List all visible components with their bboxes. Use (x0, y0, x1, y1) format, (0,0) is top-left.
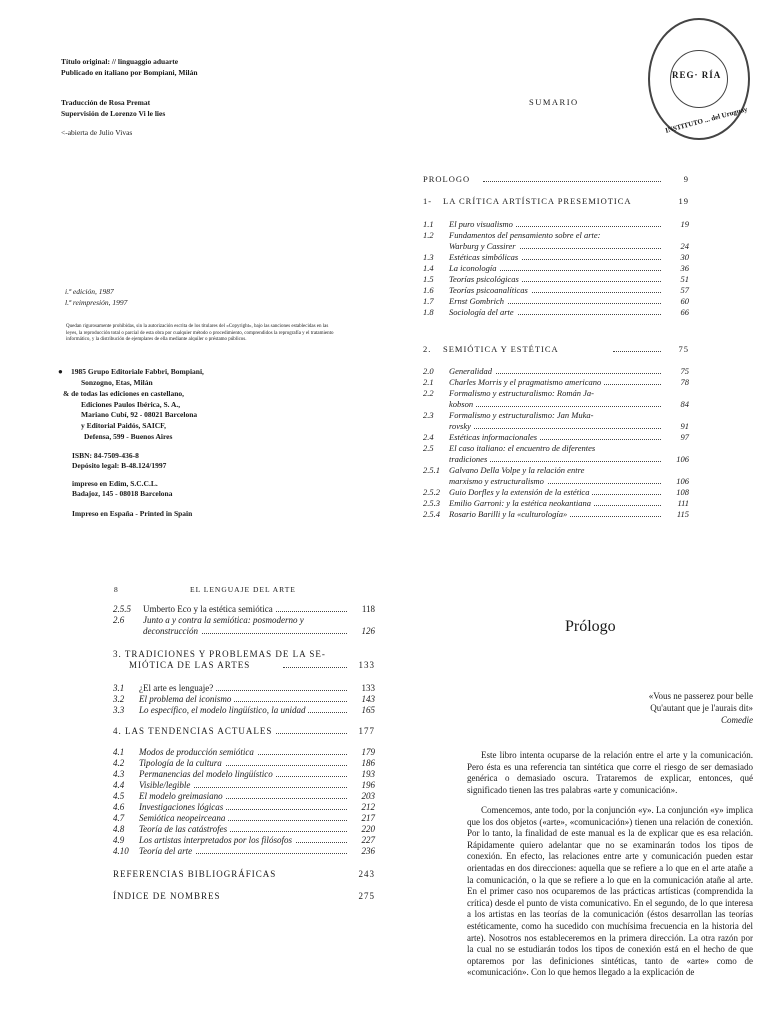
toc-entry (113, 813, 375, 824)
toc-page-number: 186 (361, 758, 375, 768)
toc-entry-number: 4.7 (113, 813, 125, 823)
sumario-heading: SUMARIO (529, 97, 579, 107)
toc-entry-number: 1.7 (423, 296, 434, 306)
toc-name-index (113, 891, 375, 902)
toc-page-number: 111 (677, 498, 689, 508)
toc-prologo (423, 174, 689, 185)
toc-page-number: 133 (358, 660, 375, 670)
dot-leader (449, 428, 661, 429)
toc-entry-number: 1.4 (423, 263, 434, 273)
original-title: Título original: // linguaggio aduarte (61, 57, 179, 66)
toc-entry-label: 4. LAS TENDENCIAS ACTUALES (113, 726, 275, 736)
toc-page-number: 84 (680, 399, 689, 409)
toc-entry (113, 705, 375, 716)
dot-leader (449, 406, 661, 407)
toc-entry-label: Umberto Eco y la estética semiótica (143, 604, 276, 614)
translation-line: Traducción de Rosa Premat (61, 98, 151, 107)
toc-entry (113, 747, 375, 758)
toc-entry-number: 3.2 (113, 694, 125, 704)
toc-page-number: 126 (361, 626, 375, 636)
toc-entry-number: 1.8 (423, 307, 434, 317)
toc-page-number: 97 (680, 432, 689, 442)
toc-entry-label: Sociología del arte (449, 307, 517, 317)
toc-entry-number: 2.5.5 (113, 604, 131, 614)
toc-entry-label: Teoría del arte (139, 846, 195, 856)
toc-entry (423, 307, 689, 318)
toc-page-number: 143 (361, 694, 375, 704)
epigraph-source: Comedie (721, 715, 753, 725)
toc-part-4 (113, 726, 375, 737)
toc-entry-label: Charles Morris y el pragmatismo americano (449, 377, 604, 387)
copyright-line: Ediciones Paulos Ibérica, S. A., (81, 400, 181, 409)
toc-page-number: 75 (678, 344, 689, 354)
dot-leader (273, 733, 347, 734)
toc-entry (423, 476, 689, 487)
toc-entry-label: Teorías psicológicas (449, 274, 522, 284)
toc-entry (423, 296, 689, 307)
toc-page-number: 106 (676, 476, 689, 486)
toc-entry-number: 2.1 (423, 377, 434, 387)
toc-entry-number: 1- (423, 196, 433, 206)
toc-part-2 (423, 344, 689, 355)
toc-entry (423, 487, 689, 498)
toc-entry-number: 2.6 (113, 615, 125, 625)
toc-entry-label: Investigaciones lógicas (139, 802, 226, 812)
toc-entry-number: 4.1 (113, 747, 125, 757)
toc-entry (423, 219, 689, 230)
toc-entry-number: 4.5 (113, 791, 125, 801)
toc-entry-label: Guio Dorfles y la extensión de la estética (449, 487, 592, 497)
toc-entry-number: 4.10 (113, 846, 129, 856)
toc-entry-label: Tipología de la cultura (139, 758, 225, 768)
toc-page-number: 275 (358, 891, 375, 901)
toc-entry-label: Visible/legible (139, 780, 193, 790)
toc-entry-label: Formalismo y estructuralismo: Román Ja- (449, 388, 597, 398)
copyright-line: Sonzogno, Etas, Milán (81, 378, 153, 387)
cover-line: <-abierta de Julio Vivas (61, 128, 133, 137)
running-head: EL LENGUAJE DEL ARTE (190, 585, 296, 594)
toc-entry-number: 2.5.2 (423, 487, 440, 497)
toc-page-number: 19 (680, 219, 689, 229)
toc-entry (113, 824, 375, 835)
toc-page-number: 36 (680, 263, 689, 273)
printer-address: Badajoz, 145 - 08018 Barcelona (72, 489, 173, 498)
toc-entry-label: marxismo y estructuralismo (449, 476, 547, 486)
toc-entry-number: 2.5.1 (423, 465, 440, 475)
toc-part-1-items (423, 219, 689, 318)
toc-entry-label: Permanencias del modelo lingüístico (139, 769, 276, 779)
supervision-line: Supervisión de Lorenzo Vi le lies (61, 109, 166, 118)
toc-entry-label: Junto a y contra la semiótica: posmoderno y (143, 615, 307, 625)
toc-references (113, 869, 375, 880)
toc-entry (113, 626, 375, 637)
prologue-paragraph: Este libro intenta ocuparse de la relación entre el arte y la comunicación. Pero ésta es una referencia tan sintética que corre el riesgo de ser demasiado genérica o demasiado oscura. Trataremos de explicar, entonces, qué significado tienen las tres palabras «arte y comunicación». (467, 750, 753, 795)
toc-page8-items-c (113, 747, 375, 857)
toc-entry (113, 846, 375, 857)
toc-page-number: 66 (680, 307, 689, 317)
publisher-line: Publicado en italiano por Bompiani, Milán (61, 68, 198, 77)
toc-part-1 (423, 196, 689, 207)
toc-entry-label: ÍNDICE DE NOMBRES (113, 891, 221, 901)
isbn-line: ISBN: 84-7509-436-8 (72, 451, 139, 460)
toc-entry (113, 791, 375, 802)
toc-entry (113, 835, 375, 846)
toc-entry (113, 683, 375, 694)
toc-entry (423, 366, 689, 377)
toc-page-number: 196 (361, 780, 375, 790)
toc-entry-number: 1.6 (423, 285, 434, 295)
toc-page-number: 9 (683, 174, 689, 184)
copyright-symbol: ● (58, 367, 63, 376)
toc-page-number: 243 (358, 869, 375, 879)
toc-page-number: 212 (361, 802, 375, 812)
toc-entry-label: REFERENCIAS BIBLIOGRÁFICAS (113, 869, 277, 879)
toc-entry-label: Teorías psicoanalíticas (449, 285, 531, 295)
toc-entry (113, 802, 375, 813)
toc-entry-label: MIÓTICA DE LAS ARTES (129, 660, 253, 670)
toc-page-number: 57 (680, 285, 689, 295)
toc-entry-label: El puro visualismo (449, 219, 516, 229)
printer-line: impreso en Edim, S.C.C.L. (72, 479, 158, 488)
toc-entry-label: El modelo greimasiano (139, 791, 226, 801)
toc-page8-items-b (113, 683, 375, 716)
epigraph-line: Qu'autant que je l'aurais dit» (650, 703, 753, 713)
toc-entry-number: 4.4 (113, 780, 125, 790)
toc-page-number: 78 (680, 377, 689, 387)
toc-entry-number: 1.2 (423, 230, 434, 240)
toc-entry-number: 1.5 (423, 274, 434, 284)
toc-entry (113, 758, 375, 769)
epigraph (560, 690, 753, 726)
toc-entry-label: ¿El arte es lenguaje? (139, 683, 216, 693)
toc-entry-label: El problema del iconismo (139, 694, 234, 704)
toc-entry (423, 443, 689, 454)
toc-page-number: 19 (678, 196, 689, 206)
toc-page-number: 115 (676, 509, 689, 519)
toc-entry-number: 2.0 (423, 366, 434, 376)
toc-entry (423, 241, 689, 252)
toc-entry (423, 432, 689, 443)
toc-entry (113, 604, 375, 615)
toc-entry-number: 4.6 (113, 802, 125, 812)
toc-entry-label: PROLOGO (423, 174, 473, 184)
toc-page-number: 51 (680, 274, 689, 284)
toc-entry-number: 4.8 (113, 824, 125, 834)
toc-entry-label: El caso italiano: el encuentro de diferentes (449, 443, 598, 453)
toc-entry (423, 465, 689, 476)
copyright-symbol: & (63, 389, 70, 398)
toc-page-number: 108 (676, 487, 689, 497)
toc-entry (423, 509, 689, 520)
toc-page-number: 236 (361, 846, 375, 856)
toc-page-number: 220 (361, 824, 375, 834)
toc-page-number: 217 (361, 813, 375, 823)
toc-entry-label: Rosario Barilli y la «culturología» (449, 509, 570, 519)
toc-entry-number: 2.2 (423, 388, 434, 398)
toc-entry-label: LA CRÍTICA ARTÍSTICA PRESEMIOTICA (443, 196, 632, 206)
toc-entry (423, 410, 689, 421)
toc-entry-label: Teoría de las catástrofes (139, 824, 230, 834)
toc-entry-number: 2.5.3 (423, 498, 440, 508)
toc-entry (423, 399, 689, 410)
toc-entry (113, 769, 375, 780)
toc-entry-number: 2.4 (423, 432, 434, 442)
toc-entry-label: La iconología (449, 263, 499, 273)
toc-entry (423, 252, 689, 263)
dot-leader (483, 181, 661, 182)
toc-page-number: 75 (680, 366, 689, 376)
toc-entry (423, 274, 689, 285)
toc-entry-label: rovsky (449, 421, 474, 431)
legal-deposit-line: Depósito legal: B-48.124/1997 (72, 461, 167, 470)
prologue-title: Prólogo (565, 618, 616, 635)
toc-page-number: 203 (361, 791, 375, 801)
toc-entry-label: 3. TRADICIONES Y PROBLEMAS DE LA SE- (113, 649, 326, 659)
copyright-line: Defensa, 599 - Buenos Aires (84, 432, 173, 441)
toc-page-number: 193 (361, 769, 375, 779)
toc-page-number: 30 (680, 252, 689, 262)
toc-page-number: 106 (676, 454, 689, 464)
toc-entry (423, 263, 689, 274)
toc-entry-number: 2. (423, 344, 432, 354)
toc-entry (423, 498, 689, 509)
toc-entry-label: Galvano Della Volpe y la relación entre (449, 465, 587, 475)
copyright-line: de todas las ediciones en castellano, (71, 389, 185, 398)
toc-entry-label: Modos de producción semiótica (139, 747, 257, 757)
toc-entry-number: 4.9 (113, 835, 125, 845)
toc-entry-number: 2.5 (423, 443, 434, 453)
toc-page-number: 165 (361, 705, 375, 715)
printed-in-line: Impreso en España - Printed in Spain (72, 509, 193, 518)
dot-leader (613, 351, 661, 352)
copyright-line: Mariano Cubí, 92 - 08021 Barcelona (81, 410, 198, 419)
toc-entry-label: SEMIÓTICA Y ESTÉTICA (443, 344, 562, 354)
toc-entry (423, 285, 689, 296)
toc-page-number: 118 (361, 604, 375, 614)
toc-entry-number: 4.2 (113, 758, 125, 768)
toc-page-number: 133 (361, 683, 375, 693)
toc-page-number: 91 (680, 421, 689, 431)
toc-entry-number: 3.1 (113, 683, 125, 693)
dot-leader (283, 667, 347, 668)
library-stamp (648, 18, 750, 140)
toc-entry-label: Semiótica neopeirceana (139, 813, 228, 823)
toc-entry-number: 1.1 (423, 219, 434, 229)
toc-entry-label: Formalismo y estructuralismo: Jan Muka- (449, 410, 596, 420)
copyright-notice: Quedan rigurosamente prohibidas, sin la autorización escrita de los titulares del «Copyright», bajo las sanciones establecidas en las leyes, la reproducción total o parcial de esta obra por cualquier método o procedimiento, comprendidos la reprografía y el tratamiento informático, y la distribución de ejemplares de ella mediante alquiler o préstamo públicos. (66, 324, 334, 342)
edition-line: i.ª edición, 1987 (65, 287, 114, 296)
stamp-center-text: REG· RÍA (672, 70, 722, 80)
toc-entry (423, 421, 689, 432)
toc-entry-label: Lo específico, el modelo lingüístico, la unidad (139, 705, 308, 715)
toc-page-number: 179 (361, 747, 375, 757)
toc-entry (423, 377, 689, 388)
toc-entry-number: 2.3 (423, 410, 434, 420)
toc-entry-label: Fundamentos del pensamiento sobre el arte: (449, 230, 603, 240)
toc-entry (113, 615, 375, 626)
toc-entry-label: Los artistas interpretados por los filósofos (139, 835, 295, 845)
toc-page-number: 24 (680, 241, 689, 251)
page-number: 8 (114, 585, 118, 594)
copyright-line: 1985 Grupo Editoriale Fabbri, Bompiani, (71, 367, 204, 376)
toc-entry-number: 1.3 (423, 252, 434, 262)
copyright-line: y Editorial Paidós, SAICF, (81, 421, 166, 430)
toc-entry (423, 454, 689, 465)
toc-part-2-items (423, 366, 689, 520)
toc-entry-label: kobson (449, 399, 476, 409)
toc-page8-items-a (113, 604, 375, 637)
toc-page-number: 60 (680, 296, 689, 306)
toc-entry (423, 230, 689, 241)
stamp-ring-text: INSTITUTO ... del Uruguay (664, 105, 749, 135)
toc-page-number: 227 (361, 835, 375, 845)
toc-entry-label: Generalidad (449, 366, 495, 376)
toc-entry-label: Ernst Gombrich (449, 296, 507, 306)
toc-entry-label: tradiciones (449, 454, 490, 464)
toc-entry-label: Estéticas informacionales (449, 432, 540, 442)
toc-entry-number: 4.3 (113, 769, 125, 779)
toc-entry-number: 2.5.4 (423, 509, 440, 519)
toc-entry-label: Estéticas simbólicas (449, 252, 521, 262)
toc-entry (113, 780, 375, 791)
toc-page-number: 177 (358, 726, 375, 736)
toc-entry (113, 694, 375, 705)
reprint-line: l.ª reimpresión, 1997 (65, 298, 128, 307)
epigraph-line: «Vous ne passerez pour belle (648, 691, 753, 701)
toc-entry-label: Emilio Garroni: y la estética neokantiana (449, 498, 594, 508)
toc-entry-label: Warburg y Cassirer (449, 241, 519, 251)
toc-part-3 (113, 649, 375, 671)
toc-entry-number: 3.3 (113, 705, 125, 715)
toc-entry (423, 388, 689, 399)
prologue-paragraph: Comencemos, ante todo, por la conjunción «y». La conjunción «y» implica que los dos objetos («arte», «comunicación») tienen una relación de conexión. Por lo tanto, la finalidad de este manual es la de explicar que es esa relación. Rápidamente quiero adelantar que no se examinarán todos los tipos de conexión. En efecto, las relaciones entre arte y comunicación pueden estar orientadas en dos direcciones: aquella que se refiere a lo que en el arte atañe a la comunicación, o la que se refiere a lo que en la comunicación atañe al arte. En el primer caso nos ocuparemos de las prácticas artísticas (comprendida la crítica) desde el punto de vista comunicativo. En el segundo, de lo que interesa a los artistas en las teorías de la comunicación (éstos desarrollan las teorías estéticamente, como ha sucedido con muchísima frecuencia en la historia del arte). Nosotros nos estableceremos en la primera dirección. La otra razón por la cual no se estudiarán todos los tipos de conexión está en el hecho de que optaremos por las definiciones sintéticas, tanto de «arte» como de «comunicación». Con lo que hemos llegado a la explicación de (467, 805, 753, 978)
toc-entry-label: deconstrucción (143, 626, 201, 636)
